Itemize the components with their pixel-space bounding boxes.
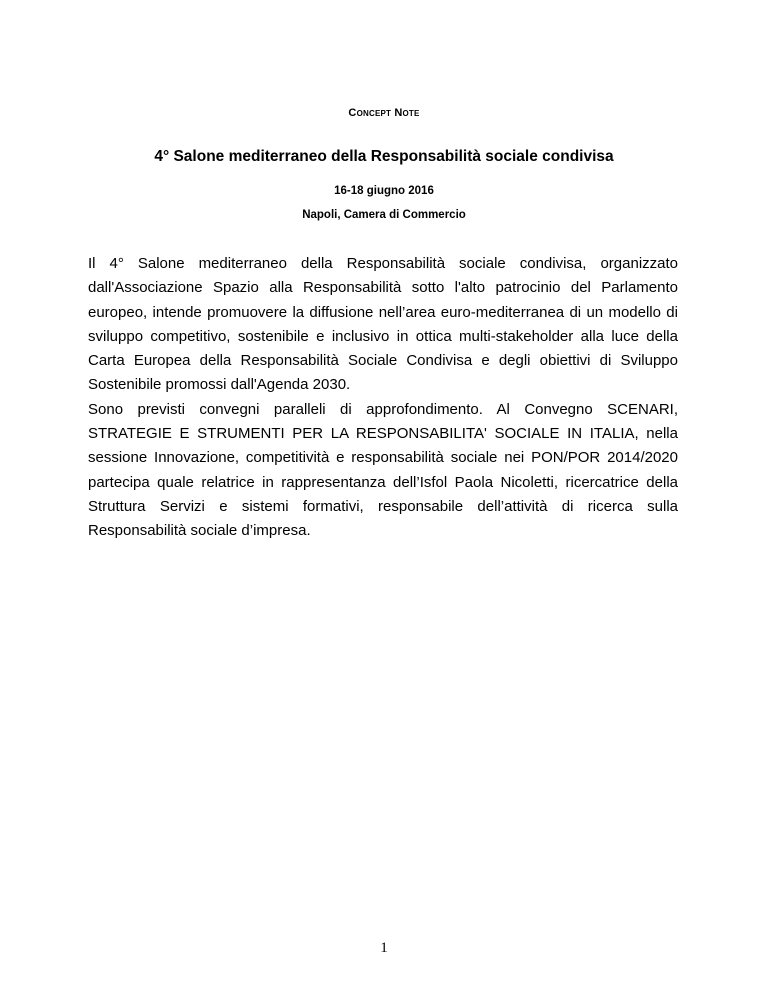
event-location: Napoli, Camera di Commercio [302,209,466,221]
event-title: 4° Salone mediterraneo della Responsabilità sociale condivisa [154,148,614,165]
document-type-heading [0,107,768,119]
page-number: 1 [380,940,388,956]
event-date: 16-18 giugno 2016 [334,185,434,197]
paragraph-conventions: Sono previsti convegni paralleli di approfondimento. Al Convegno SCENARI, STRATEGIE E STRUMENTI PER LA RESPONSABILITA' SOCIALE IN ITALIA, nella sessione Innovazione, competitività e responsabilità sociale nei PON/POR 2014/2020 partecipa quale relatrice in rappresentanza dell’Isfol Paola Nicoletti, ricercatrice della Struttura Servizi e sistemi formativi, responsabile dell’attività di ricerca sulla Responsabilità sociale d’impresa. [88,400,678,540]
document-type-text: Concept Note [348,107,420,119]
body-text [88,252,678,544]
paragraph-intro: Il 4° Salone mediterraneo della Responsabilità sociale condivisa, organizzato dall'Associazione Spazio alla Responsabilità sotto l'alto patrocinio del Parlamento europeo, intende promuovere la diffusione nell’area euro-mediterranea di un modello di sviluppo competitivo, sostenibile e inclusivo in ottica multi-stakeholder alla luce della Carta Europea della Responsabilità Sociale Condivisa e degli obiettivi di Sviluppo Sostenibile promossi dall'Agenda 2030. [88,255,678,394]
